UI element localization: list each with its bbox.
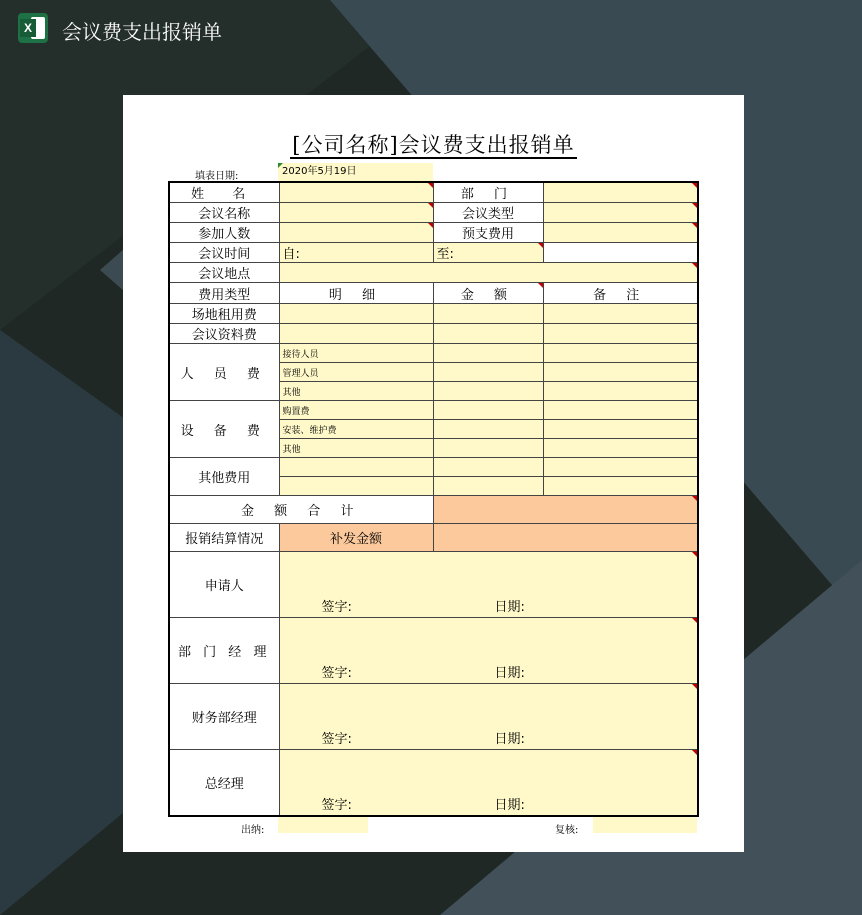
general-manager-label: 总经理 [169, 750, 279, 816]
meeting-name-label: 会议名称 [169, 203, 279, 223]
window-title: 会议费支出报销单 [62, 20, 222, 44]
time-blank-cell [543, 243, 698, 263]
location-input[interactable] [279, 263, 698, 283]
department-label: 部 门 [433, 182, 543, 203]
expense-form-table [168, 181, 699, 817]
personnel-amount-cell[interactable] [433, 344, 543, 363]
sign-label: 签字: [321, 666, 352, 681]
other-detail-cell[interactable] [279, 458, 433, 477]
personnel-remark-cell[interactable] [543, 382, 698, 401]
personnel-item[interactable]: 管理人员 [279, 363, 433, 382]
sign-label: 签字: [321, 600, 352, 615]
equipment-remark-cell[interactable] [543, 420, 698, 439]
personnel-fee-label: 人 员 费 [169, 344, 279, 401]
other-detail-cell[interactable] [279, 477, 433, 496]
prepaid-label: 预支费用 [433, 223, 543, 243]
venue-fee-label: 场地租用费 [169, 304, 279, 324]
name-input[interactable] [279, 182, 433, 203]
remark-header: 备 注 [543, 283, 698, 304]
venue-remark-cell[interactable] [543, 304, 698, 324]
supplement-amount-cell[interactable] [433, 524, 698, 552]
applicant-sign-area[interactable] [279, 552, 698, 618]
location-label: 会议地点 [169, 263, 279, 283]
equipment-fee-label: 设 备 费 [169, 401, 279, 458]
other-remark-cell[interactable] [543, 477, 698, 496]
material-detail-cell[interactable] [279, 324, 433, 344]
personnel-remark-cell[interactable] [543, 363, 698, 382]
form-sheet [123, 95, 744, 852]
finance-manager-label: 财务部经理 [169, 684, 279, 750]
time-from-input[interactable]: 自: [279, 243, 433, 263]
sign-label: 签字: [321, 732, 352, 747]
personnel-item[interactable]: 其他 [279, 382, 433, 401]
venue-detail-cell[interactable] [279, 304, 433, 324]
cashier-label: 出纳: [241, 825, 265, 836]
equipment-remark-cell[interactable] [543, 401, 698, 420]
equipment-amount-cell[interactable] [433, 401, 543, 420]
applicant-label: 申请人 [169, 552, 279, 618]
personnel-remark-cell[interactable] [543, 344, 698, 363]
other-amount-cell[interactable] [433, 458, 543, 477]
fill-date-field[interactable]: 2020年5月19日 [278, 163, 433, 181]
meeting-time-label: 会议时间 [169, 243, 279, 263]
document-title: [公司名称]会议费支出报销单 [292, 133, 575, 157]
meeting-type-input[interactable] [543, 203, 698, 223]
department-input[interactable] [543, 182, 698, 203]
equipment-remark-cell[interactable] [543, 439, 698, 458]
date-label: 日期: [494, 600, 525, 615]
name-label: 姓 名 [169, 182, 279, 203]
settlement-label: 报销结算情况 [169, 524, 279, 552]
personnel-amount-cell[interactable] [433, 363, 543, 382]
material-amount-cell[interactable] [433, 324, 543, 344]
equipment-item[interactable]: 安装、维护费 [279, 420, 433, 439]
cashier-input[interactable] [278, 817, 368, 833]
sign-label: 签字: [321, 797, 352, 813]
other-amount-cell[interactable] [433, 477, 543, 496]
finance-manager-sign-area[interactable] [279, 684, 698, 750]
reviewer-label: 复核: [555, 825, 579, 836]
attendees-input[interactable] [279, 223, 433, 243]
supplement-label: 补发金额 [279, 524, 433, 552]
prepaid-input[interactable] [543, 223, 698, 243]
material-fee-label: 会议资料费 [169, 324, 279, 344]
dept-manager-sign-area[interactable] [279, 618, 698, 684]
personnel-item[interactable]: 接待人员 [279, 344, 433, 363]
date-label: 日期: [494, 797, 525, 813]
expense-type-header: 费用类型 [169, 283, 279, 304]
dept-manager-label: 部 门 经 理 [169, 618, 279, 684]
title-bar [0, 0, 862, 58]
other-fee-label: 其他费用 [169, 458, 279, 496]
date-label: 日期: [494, 666, 525, 681]
attendees-label: 参加人数 [169, 223, 279, 243]
equipment-amount-cell[interactable] [433, 420, 543, 439]
venue-amount-cell[interactable] [433, 304, 543, 324]
fill-date-label: 填表日期: [195, 171, 239, 182]
total-amount-cell[interactable] [433, 496, 698, 524]
general-manager-sign-area[interactable] [279, 750, 698, 816]
excel-icon: X [18, 13, 48, 43]
other-remark-cell[interactable] [543, 458, 698, 477]
equipment-item[interactable]: 购置费 [279, 401, 433, 420]
meeting-type-label: 会议类型 [433, 203, 543, 223]
equipment-item[interactable]: 其他 [279, 439, 433, 458]
meeting-name-input[interactable] [279, 203, 433, 223]
equipment-amount-cell[interactable] [433, 439, 543, 458]
date-label: 日期: [494, 732, 525, 747]
detail-header: 明 细 [279, 283, 433, 304]
total-label: 金 额 合 计 [169, 496, 433, 524]
amount-header: 金 额 [433, 283, 543, 304]
reviewer-input[interactable] [593, 817, 697, 833]
material-remark-cell[interactable] [543, 324, 698, 344]
personnel-amount-cell[interactable] [433, 382, 543, 401]
time-to-input[interactable]: 至: [433, 243, 543, 263]
